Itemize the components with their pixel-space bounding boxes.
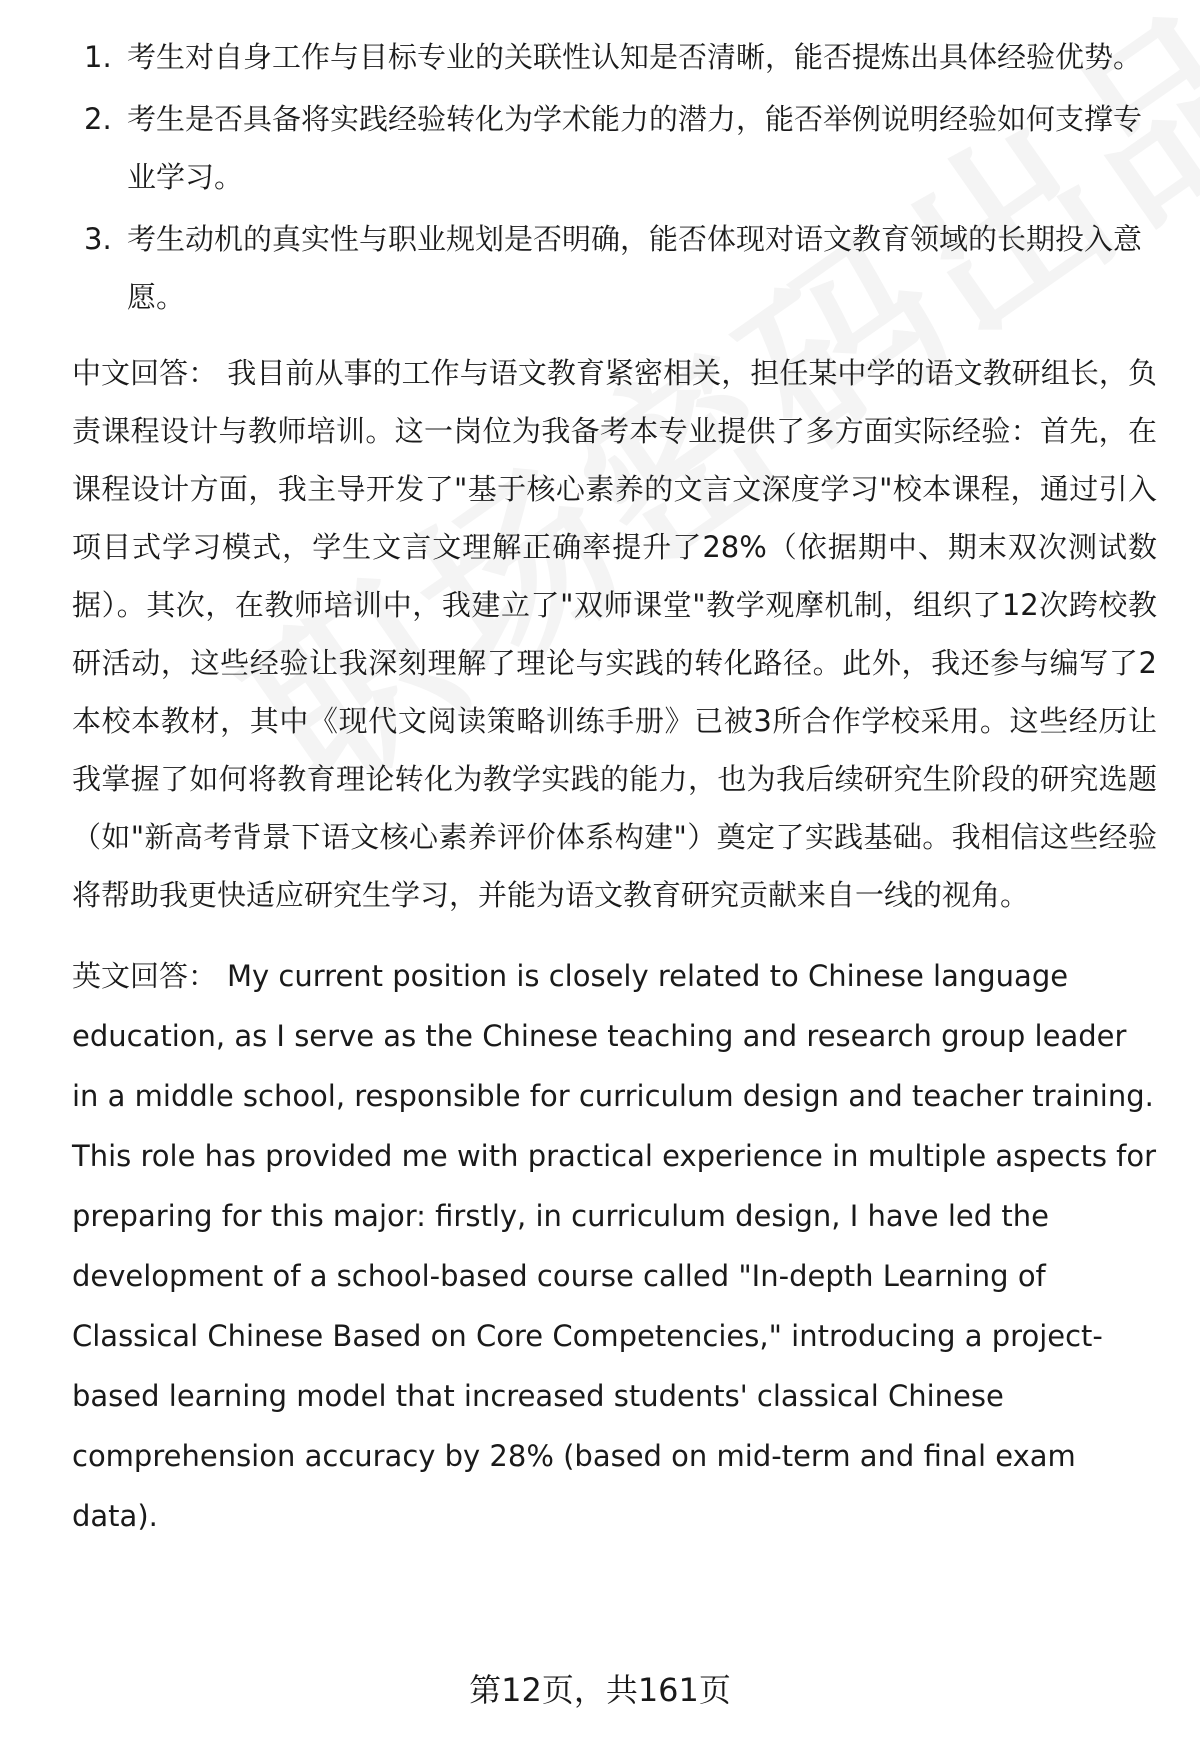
chinese-answer-paragraph	[72, 344, 1157, 924]
list-item	[72, 90, 1157, 206]
list-item	[72, 210, 1157, 326]
english-answer-paragraph	[72, 946, 1157, 1546]
page-number-footer: 第12页，共161页	[469, 1671, 731, 1709]
list-item-number: 3.	[84, 222, 112, 256]
chinese-answer-label: 中文回答：	[72, 356, 218, 390]
chinese-answer-text: 我目前从事的工作与语文教育紧密相关，担任某中学的语文教研组长，负责课程设计与教师培训。这一岗位为我备考本专业提供了多方面实际经验：首先，在课程设计方面，我主导开发了"基于核心素养的文言文深度学习"校本课程，通过引入项目式学习模式，学生文言文理解正确率提升了28%（依据期中、期末双次测试数据）。其次，在教师培训中，我建立了"双师课堂"教学观摩机制，组织了12次跨校教研活动，这些经验让我深刻理解了理论与实践的转化路径。此外，我还参与编写了2本校本教材，其中《现代文阅读策略训练手册》已被3所合作学校采用。这些经历让我掌握了如何将教育理论转化为教学实践的能力，也为我后续研究生阶段的研究选题（如"新高考背景下语文核心素养评价体系构建"）奠定了实践基础。我相信这些经验将帮助我更快适应研究生学习，并能为语文教育研究贡献来自一线的视角。	[72, 356, 1157, 912]
list-item-number: 1.	[84, 40, 112, 74]
english-answer-label: 英文回答：	[72, 959, 218, 993]
list-item-text: 考生是否具备将实践经验转化为学术能力的潜力，能否举例说明经验如何支撑专业学习。	[127, 102, 1143, 194]
list-item-number: 2.	[84, 102, 112, 136]
evaluation-criteria-list	[72, 28, 1157, 326]
english-answer-text: My current position is closely related to Chinese language education, as I serve as the Chinese teaching and research group leader in a middle school, responsible for curriculum design and teacher training. This role has provided me with practical experience in multiple aspects for preparing for this major: firstly, in curriculum design, I have led the development of a school-based course called "In-depth Learning of Classical Chinese Based on Core Competencies," introducing a project-based learning model that increased students' classical Chinese comprehension accuracy by 28% (based on mid-term and final exam data).	[72, 959, 1157, 1533]
list-item-text: 考生动机的真实性与职业规划是否明确，能否体现对语文教育领域的长期投入意愿。	[127, 222, 1143, 314]
list-item-text: 考生对自身工作与目标专业的关联性认知是否清晰，能否提炼出具体经验优势。	[127, 40, 1143, 74]
page-content	[72, 28, 1157, 1546]
list-item	[72, 28, 1157, 86]
